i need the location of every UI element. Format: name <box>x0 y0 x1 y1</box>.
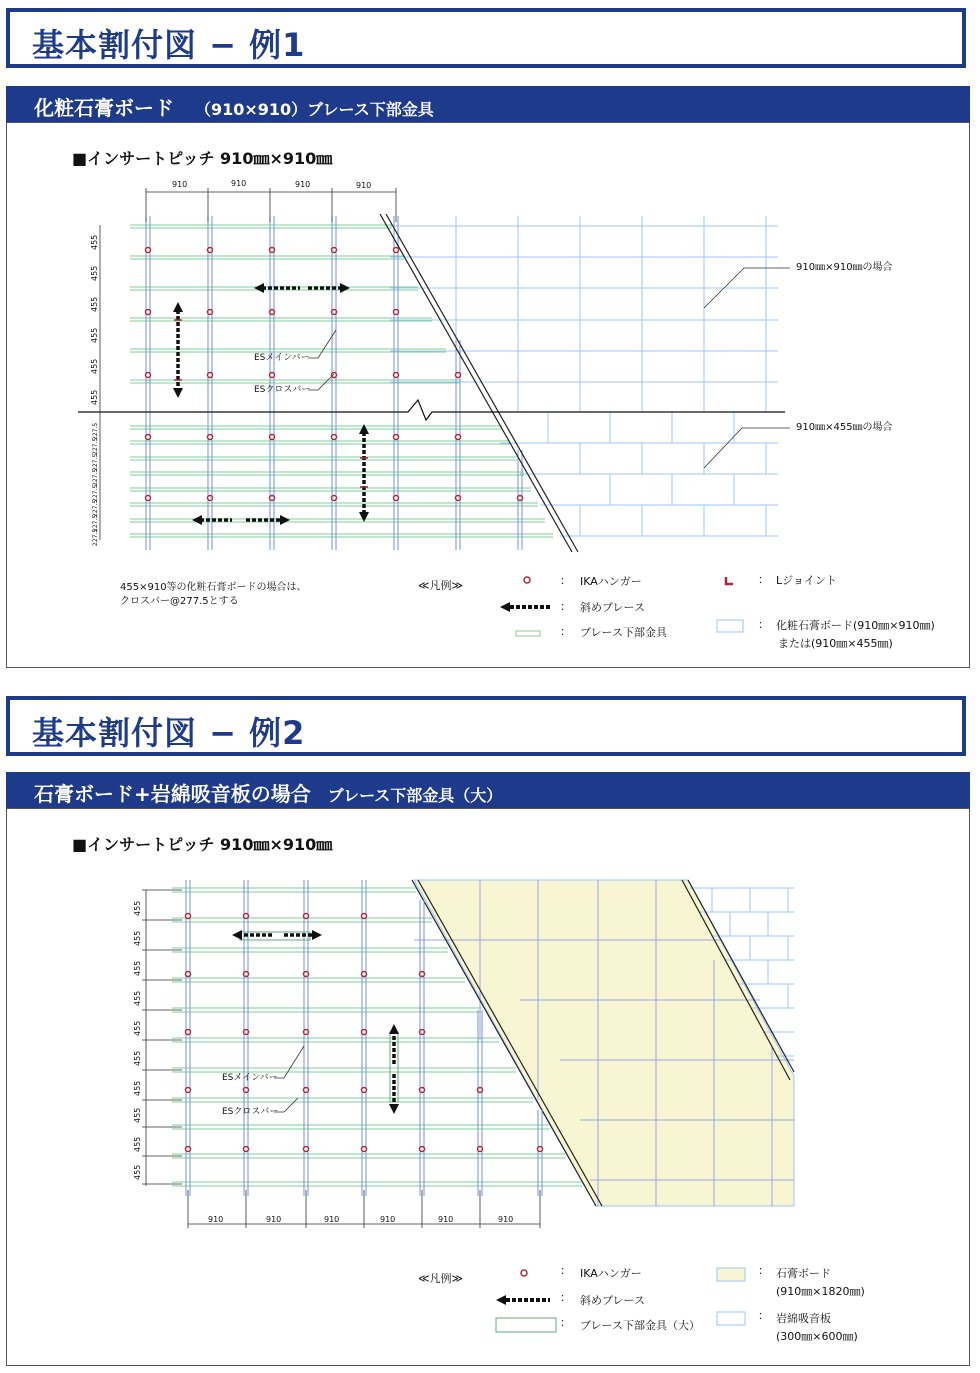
legend1-board1: 化粧石膏ボード(910㎜×910㎜) <box>776 619 935 632</box>
dim-left-455-5: 455 <box>90 389 99 405</box>
legend2-rock1: 岩綿吸音板 <box>776 1312 831 1325</box>
legend1-board2: または(910㎜×455㎜) <box>778 637 893 650</box>
dim-left-1-labels <box>90 235 99 405</box>
callout-455: 910㎜×455㎜の場合 <box>796 422 893 433</box>
brace-arrowheads-2 <box>232 930 399 1114</box>
dim-left-2-8: 455 <box>133 1136 142 1152</box>
leaders-1 <box>308 268 790 468</box>
dim-left-455-4: 455 <box>90 358 99 374</box>
legend1-brace-icon <box>500 602 510 612</box>
section-break-line <box>78 400 785 420</box>
dim-left-227-0: 227.5 <box>92 422 99 440</box>
dim-left-227-2: 227.5 <box>92 453 99 471</box>
dim-left-2-4: 455 <box>133 1020 142 1036</box>
dim-left-227-5: 227.5 <box>92 499 99 517</box>
example1-subtitle: 化粧石膏ボード <box>34 96 174 120</box>
legend1-fitting: ブレース下部金具 <box>580 626 668 639</box>
label-es-main-1: ESメインバー <box>254 353 310 363</box>
dim-left-2-labels <box>133 901 142 1180</box>
legend2-fitting: ブレース下部金具（大） <box>580 1319 701 1332</box>
dim-left-227-1: 227.5 <box>92 437 99 455</box>
legend2-fitting-icon <box>496 1318 556 1332</box>
es-cross-bars-1 <box>130 225 553 537</box>
dim-top-1-3: 910 <box>356 181 372 190</box>
legend1-title: ≪凡例≫ <box>418 579 464 592</box>
dim-left-227-3: 227.5 <box>92 468 99 486</box>
dim-left-2-9: 455 <box>133 1164 142 1180</box>
dim-top-1-1: 910 <box>231 179 247 188</box>
dim-top-1-0: 910 <box>172 180 188 189</box>
legend1-colon-2: ： <box>560 600 571 613</box>
legend2-rock2: (300㎜×600㎜) <box>776 1330 858 1343</box>
dim-left-2-1: 455 <box>133 930 142 946</box>
legend2-colon-3: ： <box>560 1316 571 1329</box>
brace-fittings-1 <box>174 320 368 487</box>
dim-bottom-2-ticks <box>188 1190 540 1228</box>
dim-top-1 <box>146 188 396 222</box>
legend2-colon-1: ： <box>560 1264 571 1277</box>
legend2-gypsum1: 石膏ボード <box>776 1267 831 1280</box>
dim-bottom-2-5: 910 <box>498 1215 514 1224</box>
example2-pitch: ■インサートピッチ 910㎜×910㎜ <box>72 835 333 854</box>
note-line2: クロスバー@277.5とする <box>120 596 239 607</box>
dim-left-2-0: 455 <box>133 900 142 916</box>
callout-910: 910㎜×910㎜の場合 <box>796 262 893 273</box>
example2-subtitle-small: ブレース下部金具（大） <box>327 786 503 805</box>
legend2-brace-icon <box>496 1295 506 1305</box>
dim-left-455-2: 455 <box>90 296 99 312</box>
legend1-hanger-icon <box>524 577 530 583</box>
dim-bottom-2-0: 910 <box>208 1215 224 1224</box>
legend2-rock-icon <box>717 1312 745 1325</box>
dim-left-227-7: 227.5 <box>92 528 99 546</box>
dim-left-227-6: 227.5 <box>92 514 99 532</box>
brace-arrowheads-1 <box>173 283 369 525</box>
legend1-hanger: IKAハンガー <box>580 575 642 588</box>
legend1-colon-1: ： <box>560 574 571 587</box>
dim-left-455-3: 455 <box>90 327 99 343</box>
legend1-board-icon <box>717 620 743 632</box>
example1-subtitle-small: （910×910）ブレース下部金具 <box>194 100 434 119</box>
dim-left-2-5: 455 <box>133 1050 142 1066</box>
legend1-fitting-icon <box>516 631 540 636</box>
legend2-colon-5: ： <box>758 1309 769 1322</box>
example1-title: 基本割付図 − 例1 <box>32 26 306 64</box>
board-grid-455 <box>500 412 778 536</box>
legend2-colon-4: ： <box>758 1264 769 1277</box>
legend1-colon-5: ： <box>758 618 769 631</box>
legend1-brace: 斜めブレース <box>580 601 646 614</box>
dim-bottom-2-3: 910 <box>380 1215 396 1224</box>
legend2-hanger: IKAハンガー <box>580 1267 642 1280</box>
note-line1: 455×910等の化粧石膏ボードの場合は、 <box>120 582 307 593</box>
legend2-brace: 斜めブレース <box>580 1294 646 1307</box>
dim-left-455-1: 455 <box>90 265 99 281</box>
dim-left-2-3: 455 <box>133 990 142 1006</box>
legend2-title: ≪凡例≫ <box>418 1272 464 1285</box>
legend1-colon-3: ： <box>560 625 571 638</box>
example2-diagram <box>0 860 980 1370</box>
label-es-main-2: ESメインバー <box>222 1073 278 1083</box>
legend2-gypsum-icon <box>717 1268 745 1281</box>
dim-left-455-0: 455 <box>90 234 99 250</box>
example1-pitch: ■インサートピッチ 910㎜×910㎜ <box>72 149 333 168</box>
example2-title: 基本割付図 − 例2 <box>32 714 306 752</box>
dim-left-2-ticks <box>142 890 182 1184</box>
dim-left-2-6: 455 <box>133 1080 142 1096</box>
dim-left-2-7: 455 <box>133 1107 142 1123</box>
label-es-cross-2: ESクロスバー <box>222 1107 279 1117</box>
legend2-colon-2: ： <box>560 1291 571 1304</box>
example1-diagram <box>0 0 980 680</box>
dim-left-227-4: 227.5 <box>92 484 99 502</box>
dim-bottom-2-2: 910 <box>324 1215 340 1224</box>
legend-2 <box>418 1264 865 1343</box>
legend2-gypsum2: (910㎜×1820㎜) <box>776 1285 865 1298</box>
example2-title-box <box>6 696 966 756</box>
dim-bottom-2-1: 910 <box>266 1215 282 1224</box>
dim-bottom-2-4: 910 <box>438 1215 454 1224</box>
legend1-colon-4: ： <box>758 573 769 586</box>
gypsum-board-area <box>414 880 794 1206</box>
label-es-cross-1: ESクロスバー <box>254 385 311 395</box>
dim-left-227-labels <box>92 423 99 546</box>
legend1-ljoint-icon <box>726 577 733 584</box>
legend-1 <box>418 573 935 650</box>
dim-top-1-2: 910 <box>295 180 311 189</box>
example2-subtitle-wrap <box>34 778 502 807</box>
dim-left-2-2: 455 <box>133 960 142 976</box>
legend2-hanger-icon <box>521 1270 527 1276</box>
dim-bottom-2-labels <box>208 1215 513 1224</box>
legend1-ljoint: Lジョイント <box>776 574 837 587</box>
example2-subtitle: 石膏ボード+岩綿吸音板の場合 <box>34 782 311 806</box>
example2-subtitle-bar <box>6 772 970 808</box>
